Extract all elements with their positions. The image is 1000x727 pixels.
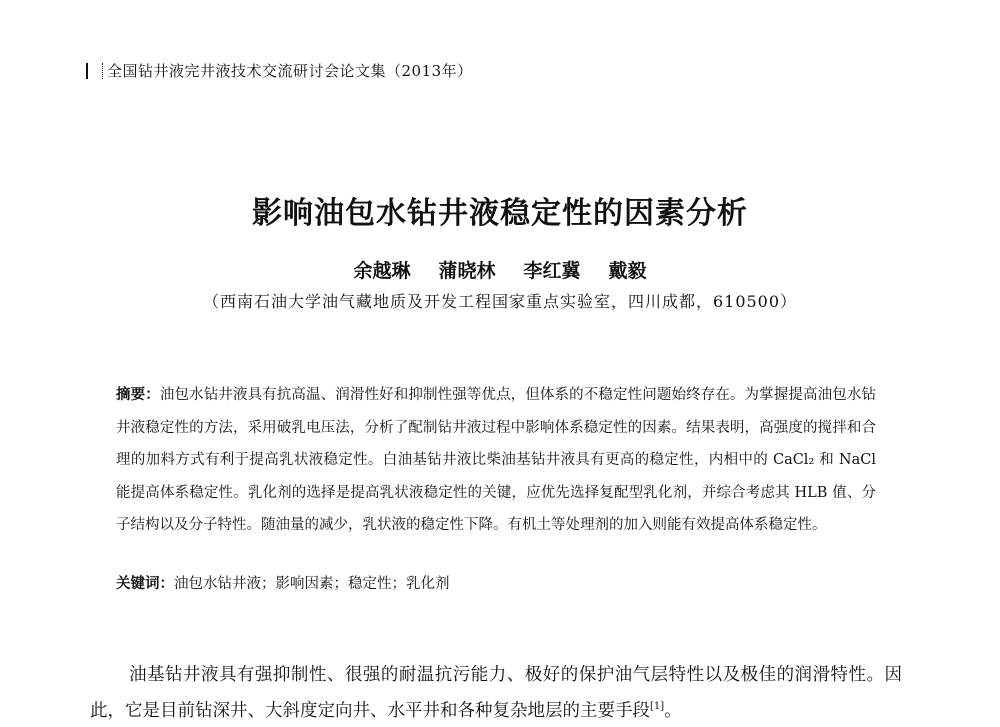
body-paragraph bbox=[90, 660, 902, 727]
keywords bbox=[116, 568, 876, 600]
paper-title: 影响油包水钻井液稳定性的因素分析 bbox=[252, 196, 748, 231]
author-list bbox=[0, 256, 1000, 283]
running-head bbox=[86, 60, 473, 81]
citation-ref: [1] bbox=[650, 701, 665, 712]
author-1: 余越琳 bbox=[353, 260, 411, 282]
body-tail: 。 bbox=[664, 700, 682, 721]
keywords-label: 关键词： bbox=[116, 575, 174, 592]
body-text: 油基钻井液具有强抑制性、很强的耐温抗污能力、极好的保护油气层特性以及极佳的润滑特性。因此，它是目前钻深井、大斜度定向井、水平井和各种复杂地层的主要手段 bbox=[90, 665, 902, 721]
affiliation: （西南石油大学油气藏地质及开发工程国家重点实验室，四川成都，610500） bbox=[202, 292, 798, 311]
author-4: 戴毅 bbox=[608, 260, 647, 282]
abstract-label: 摘要： bbox=[116, 386, 160, 403]
keywords-text: 油包水钻井液；影响因素；稳定性；乳化剂 bbox=[174, 576, 450, 592]
page-marker-icon bbox=[86, 63, 103, 79]
author-2: 蒲晓林 bbox=[438, 260, 496, 282]
abstract-text: 油包水钻井液具有抗高温、润滑性好和抑制性强等优点，但体系的不稳定性问题始终存在。为掌握提高油包水钻井液稳定性的方法，采用破乳电压法，分析了配制钻井液过程中影响体系稳定性的因素。结果表明，高强度的搅拌和合理的加料方式有利于提高乳状液稳定性。白油基钻井液比柴油基钻井液具有更高的稳定性，内相中的 CaCl₂ 和 NaCl 能提高体系稳定性。乳化剂的选择是提高乳状液稳定性的关键，应优先选择复配型乳化剂，并综合考虑其 HLB 值、分子结构以及分子特性。随油量的减少，乳状液的稳定性下降。有机土等处理剂的加入则能有效提高体系稳定性。 bbox=[116, 387, 877, 534]
abstract bbox=[116, 379, 876, 542]
author-3: 李红冀 bbox=[523, 260, 581, 282]
running-head-text: 全国钻井液完井液技术交流研讨会论文集（2013年） bbox=[107, 62, 473, 80]
